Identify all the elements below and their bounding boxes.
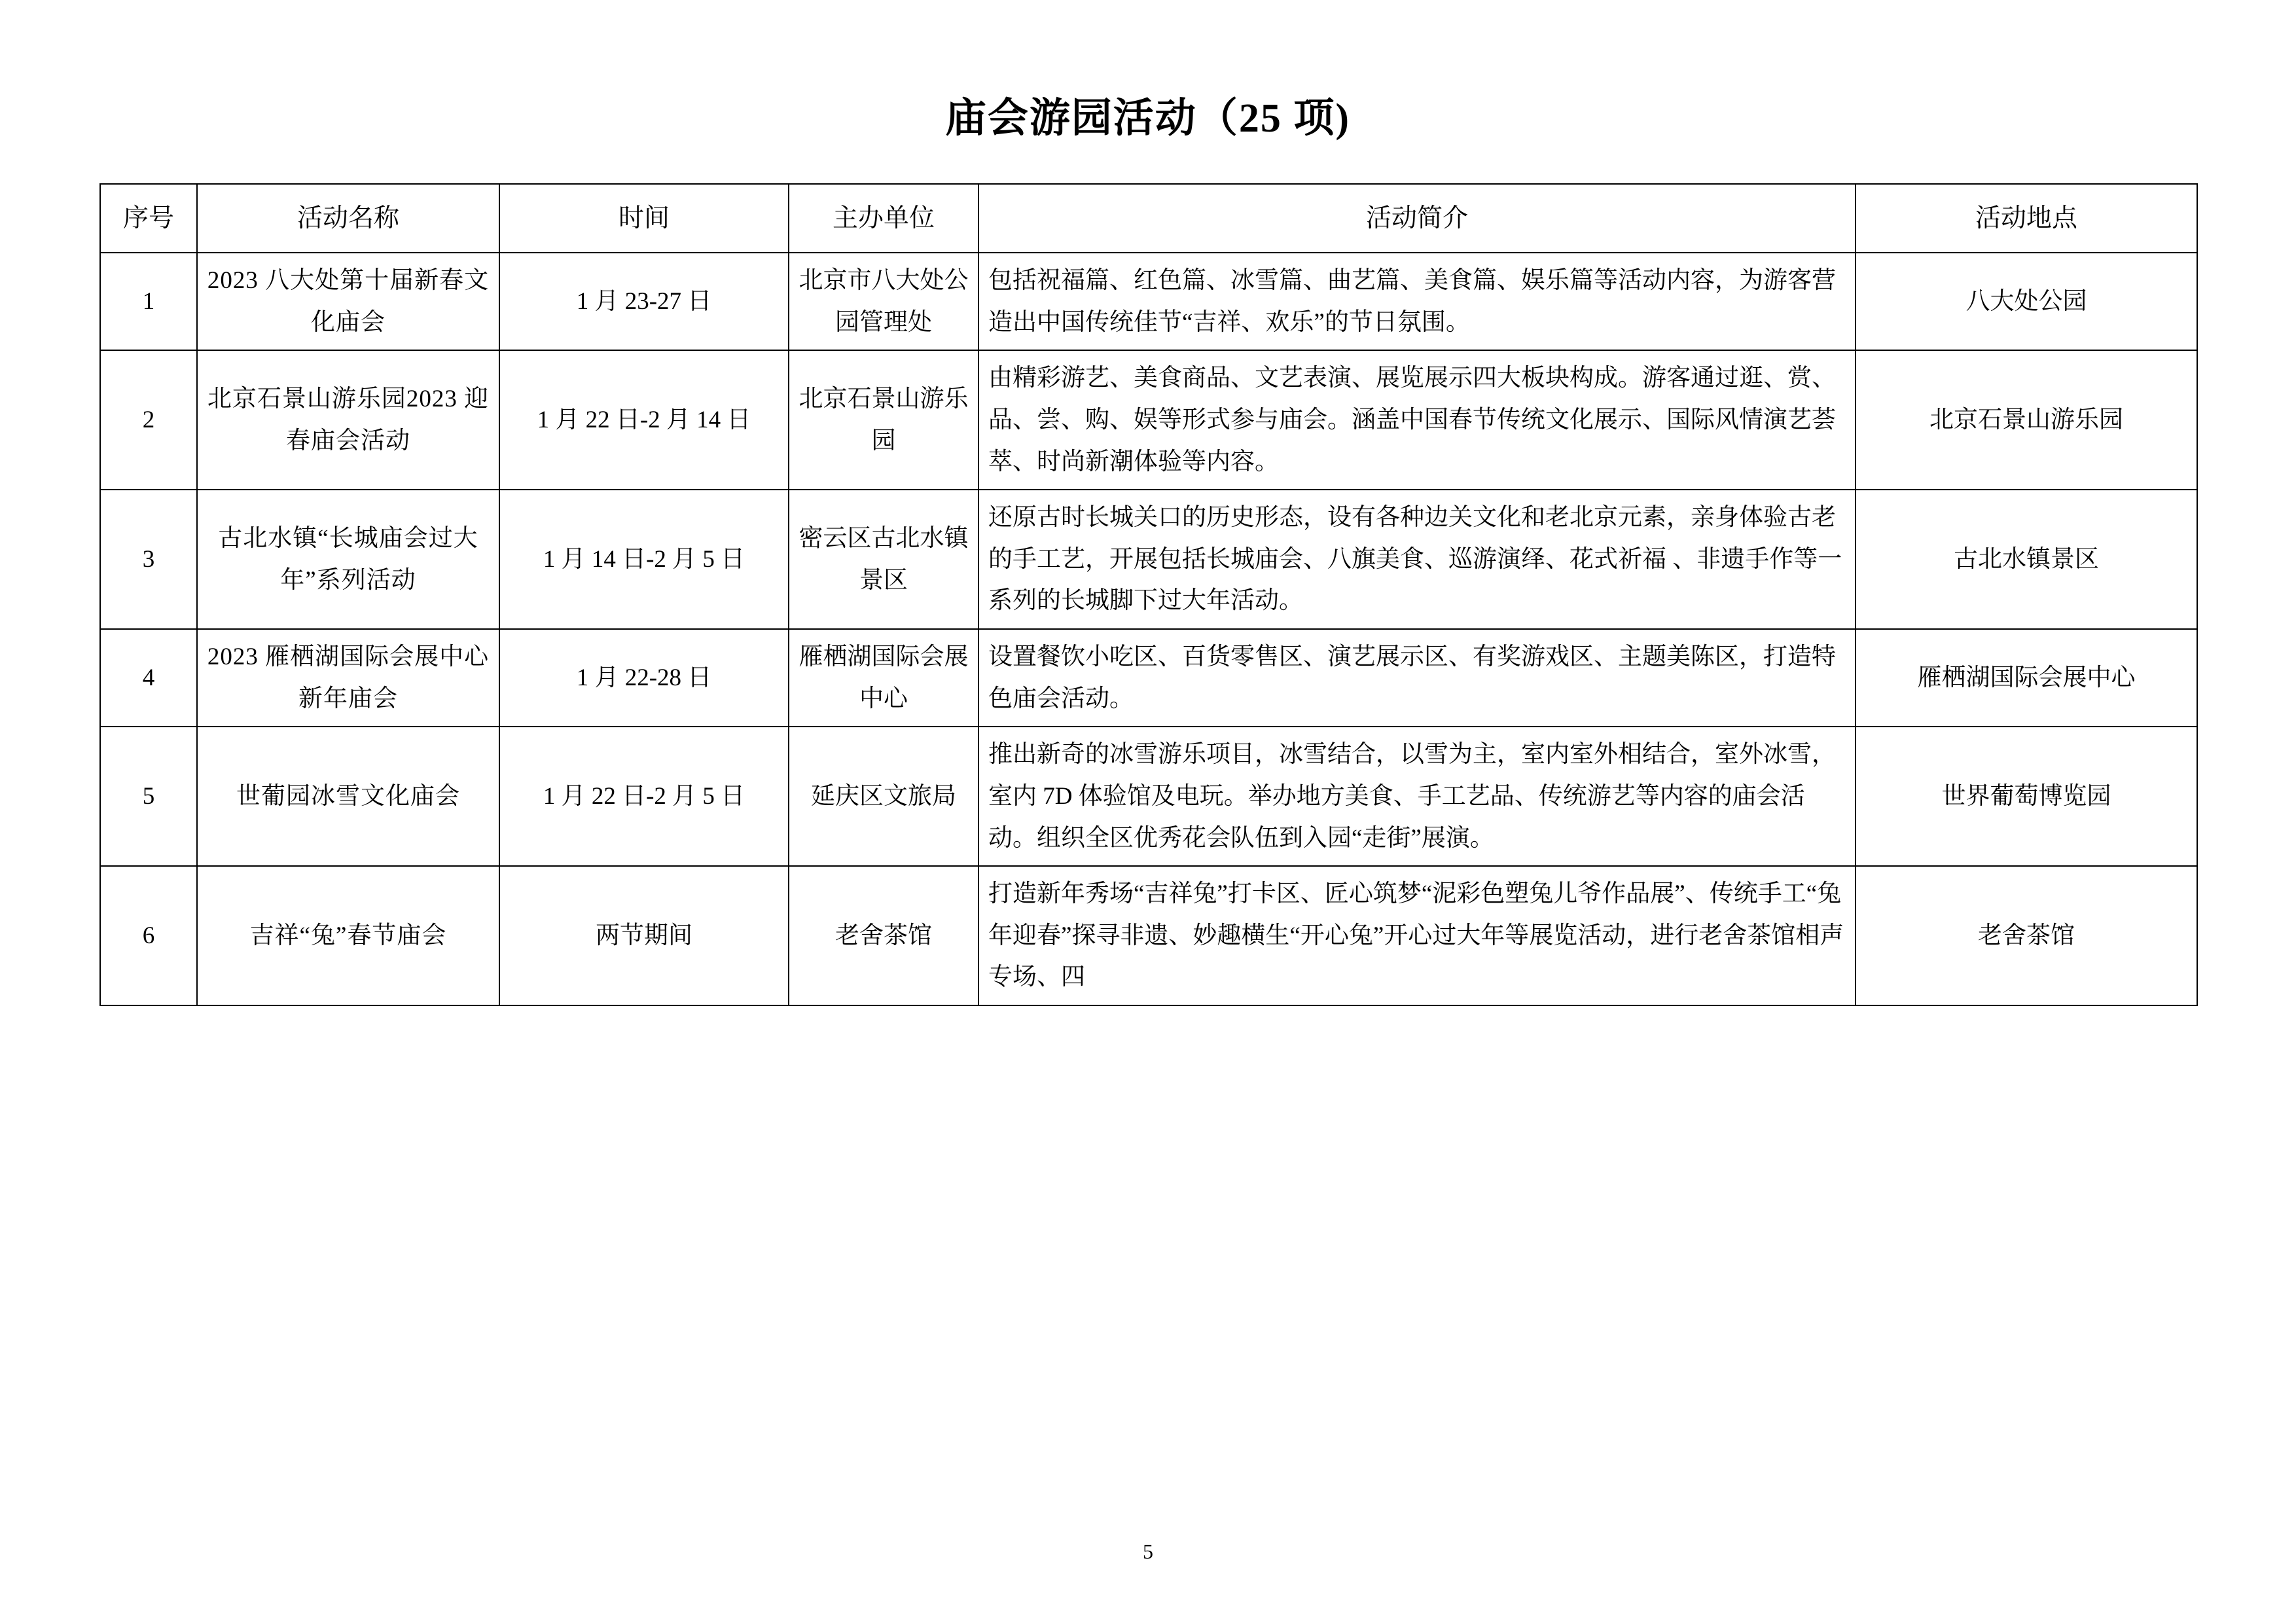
cell-time: 两节期间 <box>499 866 789 1005</box>
table-row <box>100 490 2197 629</box>
cell-place: 古北水镇景区 <box>1856 490 2197 629</box>
cell-no: 6 <box>100 866 197 1005</box>
page-number: 5 <box>1143 1540 1153 1563</box>
cell-time: 1 月 14 日-2 月 5 日 <box>499 490 789 629</box>
column-header-place: 活动地点 <box>1856 184 2197 253</box>
cell-place: 世界葡萄博览园 <box>1856 727 2197 866</box>
cell-name: 2023 雁栖湖国际会展中心新年庙会 <box>197 629 499 727</box>
cell-time: 1 月 22 日-2 月 14 日 <box>499 350 789 490</box>
cell-time: 1 月 23-27 日 <box>499 253 789 350</box>
table-row <box>100 253 2197 350</box>
cell-time: 1 月 22 日-2 月 5 日 <box>499 727 789 866</box>
column-header-time: 时间 <box>499 184 789 253</box>
cell-place: 八大处公园 <box>1856 253 2197 350</box>
column-header-name: 活动名称 <box>197 184 499 253</box>
cell-org: 延庆区文旅局 <box>789 727 978 866</box>
table-header-row <box>100 184 2197 253</box>
cell-org: 雁栖湖国际会展中心 <box>789 629 978 727</box>
cell-no: 4 <box>100 629 197 727</box>
table-row <box>100 727 2197 866</box>
table-row <box>100 629 2197 727</box>
cell-no: 2 <box>100 350 197 490</box>
cell-no: 3 <box>100 490 197 629</box>
cell-no: 1 <box>100 253 197 350</box>
cell-name: 2023 八大处第十届新春文化庙会 <box>197 253 499 350</box>
cell-name: 古北水镇“长城庙会过大年”系列活动 <box>197 490 499 629</box>
table-row <box>100 350 2197 490</box>
cell-no: 5 <box>100 727 197 866</box>
cell-desc: 包括祝福篇、红色篇、冰雪篇、曲艺篇、美食篇、娱乐篇等活动内容，为游客营造出中国传统佳节“吉祥、欢乐”的节日氛围。 <box>978 253 1856 350</box>
cell-desc: 还原古时长城关口的历史形态，设有各种边关文化和老北京元素，亲身体验古老的手工艺，开展包括长城庙会、八旗美食、巡游演绎、花式祈福 、非遗手作等一系列的长城脚下过大年活动。 <box>978 490 1856 629</box>
cell-org: 密云区古北水镇景区 <box>789 490 978 629</box>
cell-place: 北京石景山游乐园 <box>1856 350 2197 490</box>
table-row <box>100 866 2197 1005</box>
cell-org: 老舍茶馆 <box>789 866 978 1005</box>
page-title: 庙会游园活动（25 项) <box>945 96 1351 141</box>
column-header-org: 主办单位 <box>789 184 978 253</box>
cell-name: 世葡园冰雪文化庙会 <box>197 727 499 866</box>
cell-org: 北京市八大处公园管理处 <box>789 253 978 350</box>
column-header-no: 序号 <box>100 184 197 253</box>
cell-org: 北京石景山游乐园 <box>789 350 978 490</box>
column-header-desc: 活动简介 <box>978 184 1856 253</box>
activities-table <box>99 183 2198 1006</box>
cell-desc: 推出新奇的冰雪游乐项目，冰雪结合，以雪为主，室内室外相结合，室外冰雪，室内 7D 体验馆及电玩。举办地方美食、手工艺品、传统游艺等内容的庙会活动。组织全区优秀花会队伍到入园“走街”展演。 <box>978 727 1856 866</box>
cell-name: 吉祥“兔”春节庙会 <box>197 866 499 1005</box>
cell-desc: 打造新年秀场“吉祥兔”打卡区、匠心筑梦“泥彩色塑兔儿爷作品展”、传统手工“兔年迎春”探寻非遗、妙趣横生“开心兔”开心过大年等展览活动，进行老舍茶馆相声专场、四 <box>978 866 1856 1005</box>
cell-time: 1 月 22-28 日 <box>499 629 789 727</box>
cell-name: 北京石景山游乐园2023 迎春庙会活动 <box>197 350 499 490</box>
cell-place: 老舍茶馆 <box>1856 866 2197 1005</box>
cell-desc: 设置餐饮小吃区、百货零售区、演艺展示区、有奖游戏区、主题美陈区，打造特色庙会活动。 <box>978 629 1856 727</box>
cell-place: 雁栖湖国际会展中心 <box>1856 629 2197 727</box>
cell-desc: 由精彩游艺、美食商品、文艺表演、展览展示四大板块构成。游客通过逛、赏、品、尝、购、娱等形式参与庙会。涵盖中国春节传统文化展示、国际风情演艺荟萃、时尚新潮体验等内容。 <box>978 350 1856 490</box>
